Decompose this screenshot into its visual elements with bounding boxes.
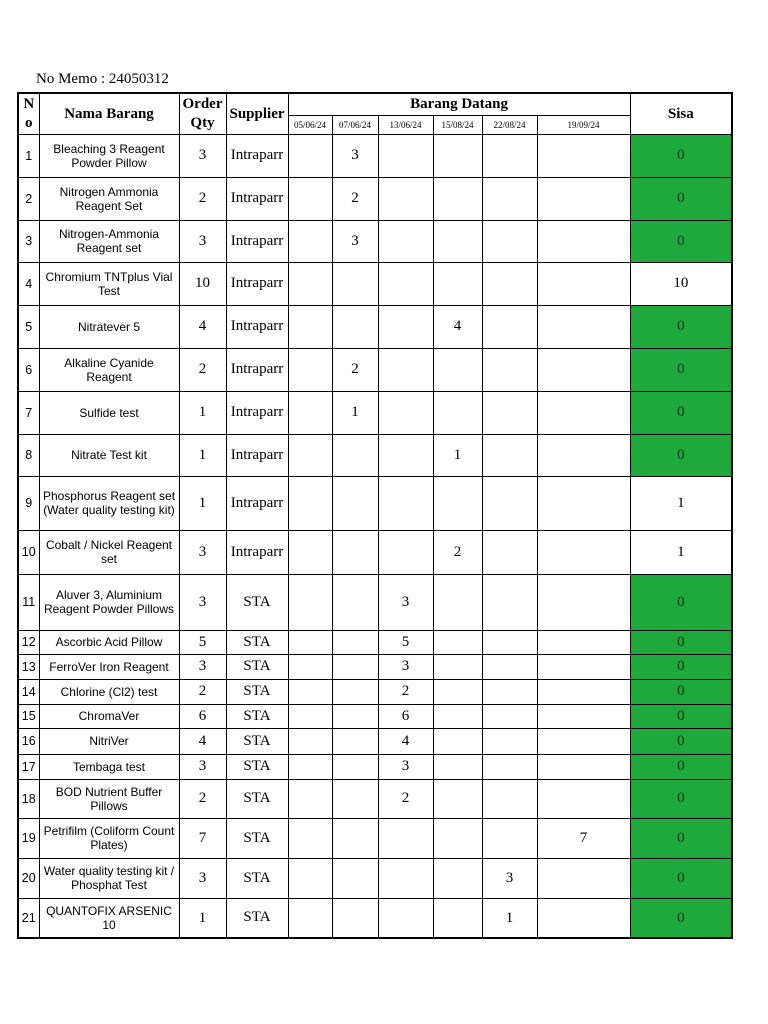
- item-name-cell: QUANTOFIX ARSENIC 10: [39, 898, 179, 938]
- item-name-cell: BOD Nutrient Buffer Pillows: [39, 779, 179, 818]
- row-number-cell: 20: [18, 858, 39, 898]
- arrival-qty-cell: [288, 779, 332, 818]
- item-name-cell: Sulfide test: [39, 391, 179, 434]
- arrival-qty-cell: 2: [332, 348, 378, 391]
- table-row: [18, 898, 732, 938]
- table-row: [18, 704, 732, 728]
- arrival-qty-cell: [288, 728, 332, 754]
- arrival-qty-cell: [482, 574, 537, 630]
- date-column-header: 19/09/24: [537, 115, 630, 134]
- arrival-qty-cell: [537, 530, 630, 574]
- date-column-header: 07/06/24: [332, 115, 378, 134]
- arrival-qty-cell: [288, 476, 332, 530]
- sisa-cell: 0: [630, 220, 732, 262]
- arrival-qty-cell: [537, 220, 630, 262]
- column-header-barang-datang: Barang Datang: [288, 93, 630, 115]
- arrival-qty-cell: [288, 305, 332, 348]
- arrival-qty-cell: [332, 530, 378, 574]
- arrival-qty-cell: [537, 391, 630, 434]
- supplier-cell: Intraparr: [226, 220, 288, 262]
- row-number-cell: 13: [18, 654, 39, 679]
- arrival-qty-cell: [482, 134, 537, 177]
- arrival-qty-cell: [482, 654, 537, 679]
- arrival-qty-cell: [332, 262, 378, 305]
- arrival-qty-cell: [288, 858, 332, 898]
- sisa-cell: 0: [630, 434, 732, 476]
- row-number-cell: 18: [18, 779, 39, 818]
- supplier-cell: Intraparr: [226, 262, 288, 305]
- table-row: [18, 728, 732, 754]
- arrival-qty-cell: [482, 262, 537, 305]
- item-name-cell: Bleaching 3 Reagent Powder Pillow: [39, 134, 179, 177]
- arrival-qty-cell: [378, 434, 433, 476]
- item-name-cell: ChromaVer: [39, 704, 179, 728]
- supplier-cell: STA: [226, 654, 288, 679]
- order-qty-cell: 1: [179, 391, 226, 434]
- arrival-qty-cell: [482, 391, 537, 434]
- item-name-cell: Tembaga test: [39, 754, 179, 779]
- sisa-cell: 0: [630, 818, 732, 858]
- arrival-qty-cell: 7: [537, 818, 630, 858]
- arrival-qty-cell: [332, 779, 378, 818]
- sisa-cell: 0: [630, 754, 732, 779]
- arrival-qty-cell: [482, 177, 537, 220]
- arrival-qty-cell: [433, 134, 482, 177]
- arrival-qty-cell: [378, 348, 433, 391]
- arrival-qty-cell: [433, 177, 482, 220]
- arrival-qty-cell: 3: [332, 220, 378, 262]
- arrival-qty-cell: [288, 177, 332, 220]
- table-row: [18, 754, 732, 779]
- row-number-cell: 10: [18, 530, 39, 574]
- table-row: [18, 476, 732, 530]
- sisa-cell: 0: [630, 134, 732, 177]
- arrival-qty-cell: [537, 476, 630, 530]
- row-number-cell: 19: [18, 818, 39, 858]
- arrival-qty-cell: 3: [378, 754, 433, 779]
- row-number-cell: 6: [18, 348, 39, 391]
- arrival-qty-cell: 4: [433, 305, 482, 348]
- order-qty-cell: 3: [179, 754, 226, 779]
- inventory-table: [17, 92, 733, 939]
- order-qty-cell: 3: [179, 134, 226, 177]
- arrival-qty-cell: [433, 262, 482, 305]
- arrival-qty-cell: [378, 134, 433, 177]
- order-qty-cell: 10: [179, 262, 226, 305]
- supplier-cell: STA: [226, 858, 288, 898]
- arrival-qty-cell: [537, 305, 630, 348]
- sisa-cell: 0: [630, 704, 732, 728]
- row-number-cell: 3: [18, 220, 39, 262]
- arrival-qty-cell: [288, 654, 332, 679]
- sisa-cell: 0: [630, 391, 732, 434]
- table-row: [18, 654, 732, 679]
- row-number-cell: 16: [18, 728, 39, 754]
- item-name-cell: Alkaline Cyanide Reagent: [39, 348, 179, 391]
- table-row: [18, 305, 732, 348]
- order-qty-cell: 1: [179, 476, 226, 530]
- item-name-cell: Ascorbic Acid Pillow: [39, 630, 179, 654]
- table-header: [18, 93, 732, 134]
- supplier-cell: Intraparr: [226, 530, 288, 574]
- arrival-qty-cell: [288, 220, 332, 262]
- arrival-qty-cell: [288, 348, 332, 391]
- arrival-qty-cell: [433, 348, 482, 391]
- arrival-qty-cell: [482, 434, 537, 476]
- arrival-qty-cell: [288, 262, 332, 305]
- row-number-cell: 2: [18, 177, 39, 220]
- arrival-qty-cell: [433, 574, 482, 630]
- date-column-header: 05/06/24: [288, 115, 332, 134]
- sisa-cell: 0: [630, 177, 732, 220]
- order-qty-cell: 1: [179, 434, 226, 476]
- table-row: [18, 348, 732, 391]
- arrival-qty-cell: [482, 305, 537, 348]
- arrival-qty-cell: [537, 679, 630, 704]
- arrival-qty-cell: [537, 630, 630, 654]
- arrival-qty-cell: [378, 220, 433, 262]
- sisa-cell: 0: [630, 728, 732, 754]
- supplier-cell: Intraparr: [226, 391, 288, 434]
- row-number-cell: 15: [18, 704, 39, 728]
- arrival-qty-cell: [378, 262, 433, 305]
- row-number-cell: 21: [18, 898, 39, 938]
- arrival-qty-cell: [378, 818, 433, 858]
- arrival-qty-cell: [288, 898, 332, 938]
- date-column-header: 13/06/24: [378, 115, 433, 134]
- supplier-cell: Intraparr: [226, 134, 288, 177]
- order-qty-cell: 1: [179, 898, 226, 938]
- table-row: [18, 434, 732, 476]
- arrival-qty-cell: [378, 476, 433, 530]
- sisa-cell: 0: [630, 898, 732, 938]
- arrival-qty-cell: [288, 391, 332, 434]
- arrival-qty-cell: [482, 679, 537, 704]
- column-header-supplier: Supplier: [226, 93, 288, 134]
- sisa-cell: 0: [630, 779, 732, 818]
- arrival-qty-cell: 2: [378, 779, 433, 818]
- item-name-cell: Petrifilm (Coliform Count Plates): [39, 818, 179, 858]
- arrival-qty-cell: [537, 728, 630, 754]
- arrival-qty-cell: 3: [482, 858, 537, 898]
- order-qty-cell: 2: [179, 177, 226, 220]
- order-qty-cell: 3: [179, 220, 226, 262]
- arrival-qty-cell: [332, 898, 378, 938]
- row-number-cell: 8: [18, 434, 39, 476]
- arrival-qty-cell: 5: [378, 630, 433, 654]
- order-qty-cell: 5: [179, 630, 226, 654]
- supplier-cell: STA: [226, 630, 288, 654]
- supplier-cell: STA: [226, 898, 288, 938]
- arrival-qty-cell: [332, 574, 378, 630]
- order-qty-cell: 2: [179, 679, 226, 704]
- row-number-cell: 9: [18, 476, 39, 530]
- order-qty-cell: 3: [179, 654, 226, 679]
- table-row: [18, 262, 732, 305]
- arrival-qty-cell: [433, 679, 482, 704]
- arrival-qty-cell: [433, 704, 482, 728]
- table-row: [18, 220, 732, 262]
- table-row: [18, 134, 732, 177]
- arrival-qty-cell: [482, 754, 537, 779]
- order-qty-cell: 2: [179, 348, 226, 391]
- sisa-cell: 0: [630, 654, 732, 679]
- column-header-order-qty: Order Qty: [179, 93, 226, 134]
- item-name-cell: Nitratever 5: [39, 305, 179, 348]
- arrival-qty-cell: [482, 530, 537, 574]
- item-name-cell: Chlorine (Cl2) test: [39, 679, 179, 704]
- arrival-qty-cell: [378, 305, 433, 348]
- arrival-qty-cell: [482, 818, 537, 858]
- table-row: [18, 818, 732, 858]
- arrival-qty-cell: [537, 434, 630, 476]
- arrival-qty-cell: 2: [378, 679, 433, 704]
- table-row: [18, 630, 732, 654]
- arrival-qty-cell: [482, 779, 537, 818]
- arrival-qty-cell: [332, 434, 378, 476]
- table-row: [18, 530, 732, 574]
- arrival-qty-cell: [433, 630, 482, 654]
- arrival-qty-cell: [288, 630, 332, 654]
- arrival-qty-cell: [482, 220, 537, 262]
- arrival-qty-cell: [332, 654, 378, 679]
- arrival-qty-cell: 1: [332, 391, 378, 434]
- arrival-qty-cell: [332, 630, 378, 654]
- table-row: [18, 574, 732, 630]
- row-number-cell: 5: [18, 305, 39, 348]
- supplier-cell: Intraparr: [226, 348, 288, 391]
- item-name-cell: Nitrogen Ammonia Reagent Set: [39, 177, 179, 220]
- order-qty-cell: 2: [179, 779, 226, 818]
- arrival-qty-cell: [433, 220, 482, 262]
- supplier-cell: STA: [226, 728, 288, 754]
- arrival-qty-cell: [332, 679, 378, 704]
- arrival-qty-cell: [482, 728, 537, 754]
- table-row: [18, 679, 732, 704]
- arrival-qty-cell: [433, 728, 482, 754]
- table-body: [18, 134, 732, 938]
- date-column-header: 22/08/24: [482, 115, 537, 134]
- arrival-qty-cell: [288, 434, 332, 476]
- sisa-cell: 0: [630, 305, 732, 348]
- arrival-qty-cell: [288, 530, 332, 574]
- arrival-qty-cell: [482, 630, 537, 654]
- arrival-qty-cell: [537, 262, 630, 305]
- row-number-cell: 1: [18, 134, 39, 177]
- sisa-cell: 1: [630, 530, 732, 574]
- supplier-cell: STA: [226, 679, 288, 704]
- item-name-cell: Chromium TNTplus Vial Test: [39, 262, 179, 305]
- date-column-header: 15/08/24: [433, 115, 482, 134]
- arrival-qty-cell: [482, 348, 537, 391]
- arrival-qty-cell: [537, 177, 630, 220]
- row-number-cell: 14: [18, 679, 39, 704]
- row-number-cell: 11: [18, 574, 39, 630]
- row-number-cell: 4: [18, 262, 39, 305]
- column-header-sisa: Sisa: [630, 93, 732, 134]
- arrival-qty-cell: [433, 476, 482, 530]
- arrival-qty-cell: [537, 654, 630, 679]
- supplier-cell: Intraparr: [226, 305, 288, 348]
- arrival-qty-cell: [537, 754, 630, 779]
- arrival-qty-cell: [332, 728, 378, 754]
- column-header-no: No: [18, 93, 39, 134]
- order-qty-cell: 6: [179, 704, 226, 728]
- memo-number: No Memo : 24050312: [36, 71, 169, 87]
- arrival-qty-cell: [378, 530, 433, 574]
- arrival-qty-cell: 6: [378, 704, 433, 728]
- arrival-qty-cell: [378, 858, 433, 898]
- supplier-cell: Intraparr: [226, 177, 288, 220]
- supplier-cell: Intraparr: [226, 434, 288, 476]
- item-name-cell: NitriVer: [39, 728, 179, 754]
- table-row: [18, 858, 732, 898]
- arrival-qty-cell: 2: [332, 177, 378, 220]
- arrival-qty-cell: [482, 704, 537, 728]
- arrival-qty-cell: [433, 858, 482, 898]
- sisa-cell: 10: [630, 262, 732, 305]
- arrival-qty-cell: [288, 818, 332, 858]
- sisa-cell: 0: [630, 630, 732, 654]
- arrival-qty-cell: [537, 779, 630, 818]
- item-name-cell: Cobalt / Nickel Reagent set: [39, 530, 179, 574]
- arrival-qty-cell: [288, 704, 332, 728]
- item-name-cell: Water quality testing kit / Phosphat Test: [39, 858, 179, 898]
- arrival-qty-cell: [378, 177, 433, 220]
- arrival-qty-cell: 1: [433, 434, 482, 476]
- arrival-qty-cell: 3: [378, 654, 433, 679]
- item-name-cell: FerroVer Iron Reagent: [39, 654, 179, 679]
- arrival-qty-cell: [332, 476, 378, 530]
- arrival-qty-cell: [433, 898, 482, 938]
- arrival-qty-cell: [433, 754, 482, 779]
- order-qty-cell: 3: [179, 858, 226, 898]
- arrival-qty-cell: [332, 818, 378, 858]
- supplier-cell: STA: [226, 754, 288, 779]
- arrival-qty-cell: [433, 779, 482, 818]
- arrival-qty-cell: [288, 574, 332, 630]
- arrival-qty-cell: [378, 898, 433, 938]
- arrival-qty-cell: [288, 679, 332, 704]
- arrival-qty-cell: 2: [433, 530, 482, 574]
- supplier-cell: STA: [226, 818, 288, 858]
- sisa-cell: 0: [630, 858, 732, 898]
- arrival-qty-cell: [537, 348, 630, 391]
- arrival-qty-cell: 3: [378, 574, 433, 630]
- arrival-qty-cell: [288, 754, 332, 779]
- arrival-qty-cell: [332, 858, 378, 898]
- sisa-cell: 0: [630, 348, 732, 391]
- arrival-qty-cell: [332, 704, 378, 728]
- supplier-cell: STA: [226, 704, 288, 728]
- sisa-cell: 1: [630, 476, 732, 530]
- order-qty-cell: 3: [179, 530, 226, 574]
- supplier-cell: STA: [226, 574, 288, 630]
- arrival-qty-cell: [332, 305, 378, 348]
- arrival-qty-cell: [378, 391, 433, 434]
- supplier-cell: Intraparr: [226, 476, 288, 530]
- order-qty-cell: 7: [179, 818, 226, 858]
- row-number-cell: 7: [18, 391, 39, 434]
- arrival-qty-cell: [537, 704, 630, 728]
- row-number-cell: 12: [18, 630, 39, 654]
- arrival-qty-cell: [482, 476, 537, 530]
- arrival-qty-cell: [433, 818, 482, 858]
- arrival-qty-cell: [537, 898, 630, 938]
- arrival-qty-cell: [433, 391, 482, 434]
- order-qty-cell: 4: [179, 305, 226, 348]
- supplier-cell: STA: [226, 779, 288, 818]
- table-row: [18, 391, 732, 434]
- arrival-qty-cell: 3: [332, 134, 378, 177]
- arrival-qty-cell: 1: [482, 898, 537, 938]
- table-row: [18, 779, 732, 818]
- row-number-cell: 17: [18, 754, 39, 779]
- sisa-cell: 0: [630, 574, 732, 630]
- item-name-cell: Nitrogen-Ammonia Reagent set: [39, 220, 179, 262]
- table-row: [18, 177, 732, 220]
- arrival-qty-cell: [537, 858, 630, 898]
- arrival-qty-cell: [288, 134, 332, 177]
- arrival-qty-cell: [332, 754, 378, 779]
- arrival-qty-cell: [537, 134, 630, 177]
- arrival-qty-cell: [537, 574, 630, 630]
- order-qty-cell: 4: [179, 728, 226, 754]
- item-name-cell: Nitrate Test kit: [39, 434, 179, 476]
- item-name-cell: Aluver 3, Aluminium Reagent Powder Pillows: [39, 574, 179, 630]
- arrival-qty-cell: 4: [378, 728, 433, 754]
- item-name-cell: Phosphorus Reagent set (Water quality testing kit): [39, 476, 179, 530]
- header-row-main: [18, 93, 732, 115]
- sisa-cell: 0: [630, 679, 732, 704]
- arrival-qty-cell: [433, 654, 482, 679]
- order-qty-cell: 3: [179, 574, 226, 630]
- column-header-nama-barang: Nama Barang: [39, 93, 179, 134]
